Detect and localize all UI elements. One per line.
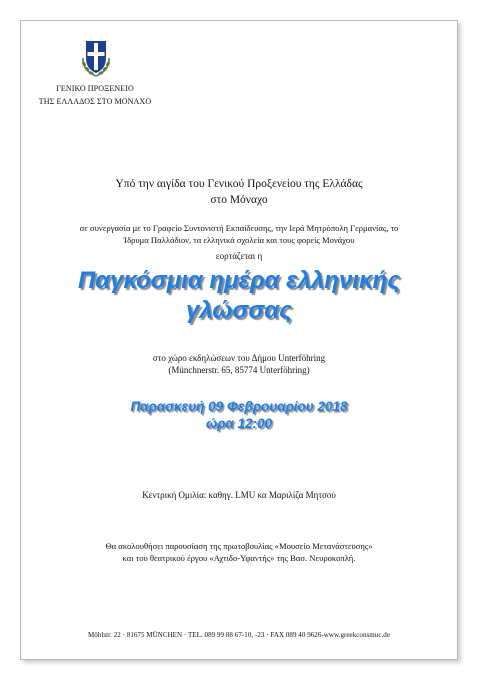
venue [20, 352, 458, 376]
celebrates-text: εορτάζεται η [215, 251, 263, 261]
aegis-statement [20, 176, 458, 208]
cooperation-statement [20, 222, 458, 246]
event-title [20, 266, 458, 326]
aegis-line2: στο Μόναχο [210, 194, 268, 206]
cooperation-line1: σε συνεργασία με το Γραφείο Συντονιστή Εκπαίδευσης, την Ιερά Μητρόπολη Γερμανίας, το [79, 223, 399, 233]
keynote-speech: Κεντρική Ομιλία: καθηγ. LMU κα Μαριλίζα Μητσού [142, 490, 336, 500]
event-date-line1: Παρασκευή 09 Φεβρουαρίου 2018 [130, 399, 348, 414]
document-page [20, 20, 458, 660]
presentation-line1: Θα ακολουθήσει παρουσίαση της πρωτοβουλίας «Μουσείο Μετανάστευσης» [105, 541, 373, 551]
cooperation-line2: Ίδρυμα Παλλάδιον, τα ελληνικά σχολεία και τους φορείς Μονάχου [123, 235, 355, 245]
presentation-line2: και του θεατρικού έργου «Αχτιδο-Υφαντής» της Βασ. Νευροκοπλή. [122, 553, 356, 563]
event-time: ώρα 12:00 [205, 416, 273, 431]
venue-line1: στο χώρο εκδηλώσεων του Δήμου Unterföhring [152, 353, 326, 363]
venue-address: (Münchnerstr. 65, 85774 Unterföhring) [168, 365, 310, 375]
greek-coat-of-arms-icon [78, 38, 114, 78]
event-title-line1: Παγκόσμια ημέρα ελληνικής [78, 267, 400, 294]
consulate-name-line2: ΤΗΣ ΕΛΛΑΔΟΣ ΣΤΟ ΜΟΝΑΧΟ [38, 97, 152, 106]
event-date [20, 398, 458, 432]
consulate-name-line1: ΓΕΝΙΚΟ ΠΡΟΞΕΝΕΙΟ [56, 84, 134, 93]
presentation-note [20, 540, 458, 564]
aegis-line1: Υπό την αιγίδα του Γενικού Προξενείου της Ελλάδας [115, 178, 363, 190]
event-title-line2: γλώσσας [186, 297, 292, 324]
footer-contact: Möhlstr. 22 · 81675 MÜNCHEN · TEL. 089 99 88 67-10, -23 · FAX 089 40 9626-www.greekconsmuc.de [88, 631, 390, 639]
